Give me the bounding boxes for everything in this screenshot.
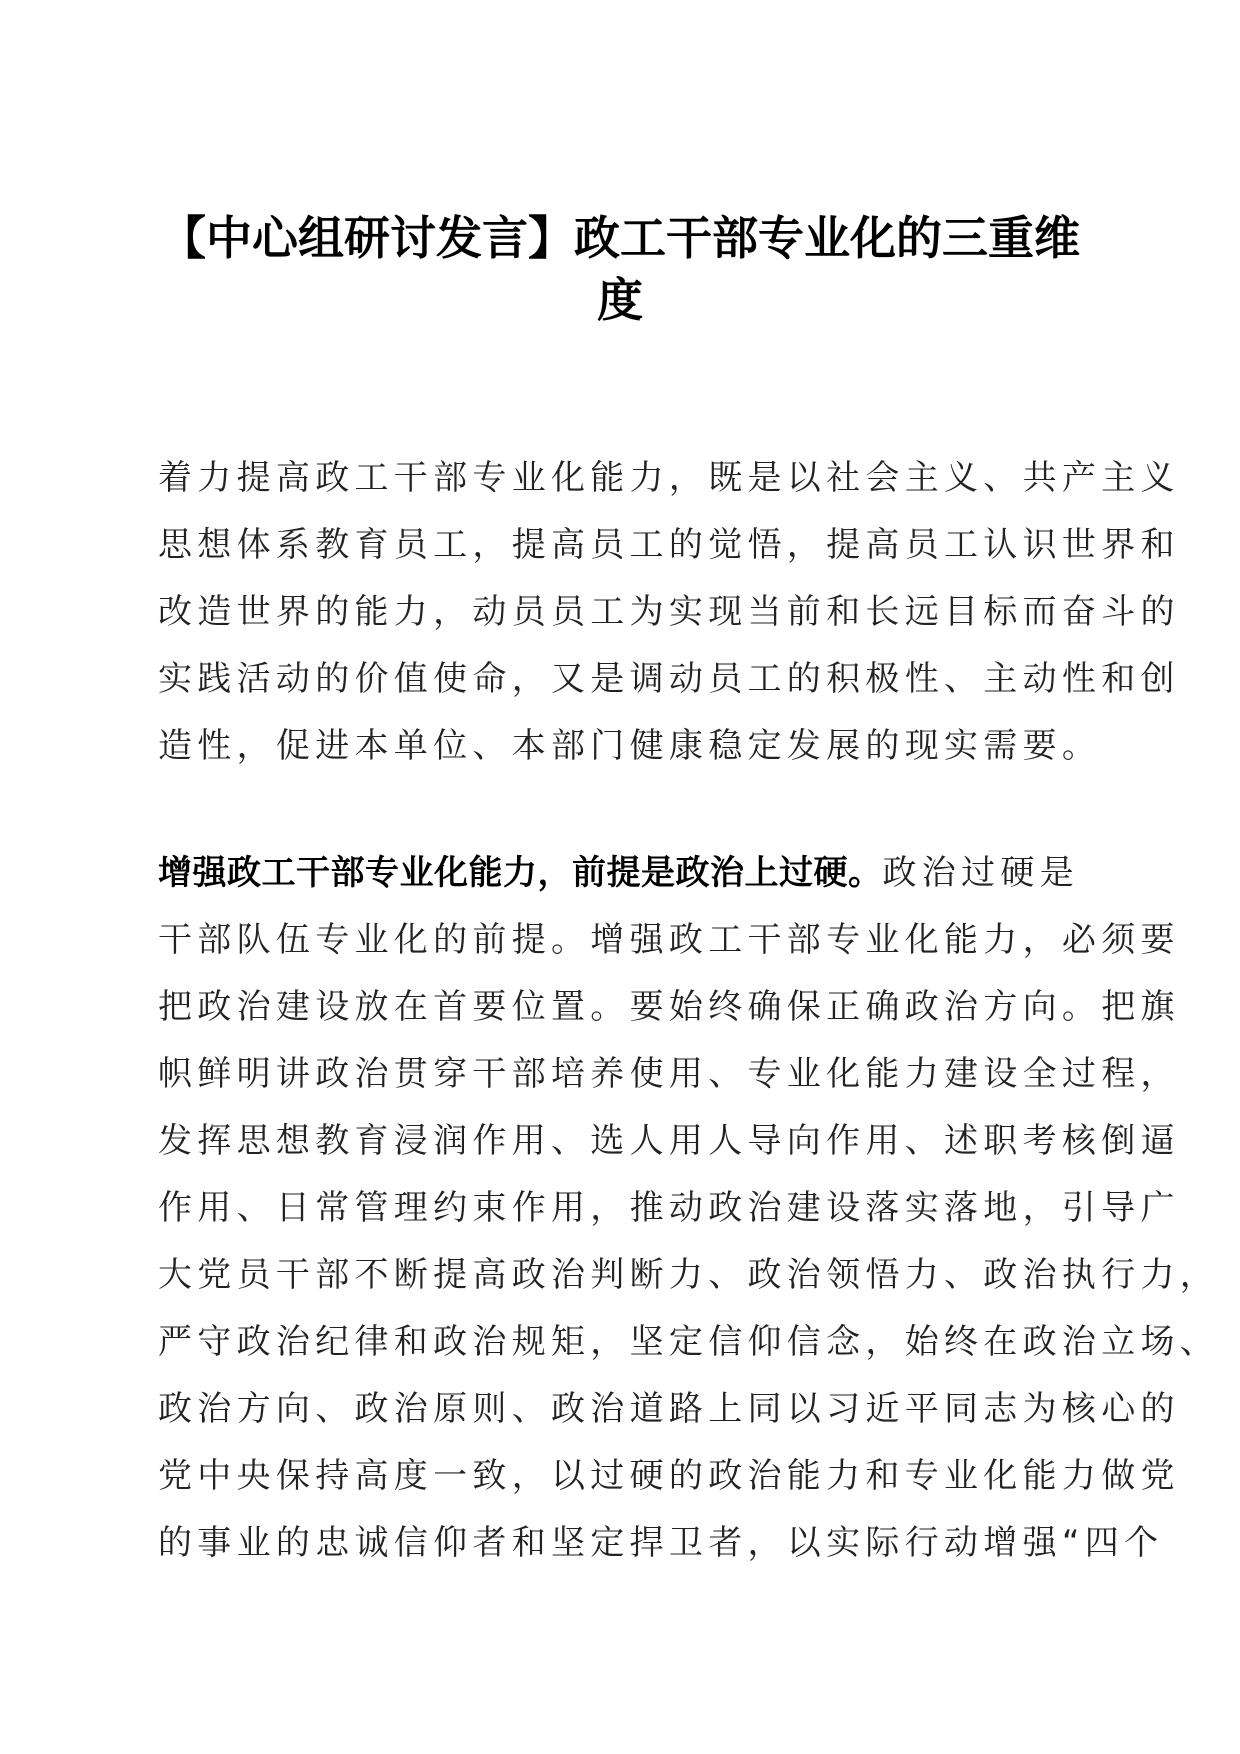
text-line: 改造世界的能力，动员员工为实现当前和长远目标而奋斗的 <box>158 592 1180 632</box>
paragraph-lead-sentence: 增强政工干部专业化能力，前提是政治上过硬。 <box>158 853 883 893</box>
text-line: 把政治建设放在首要位置。要始终确保正确政治方向。把旗 <box>158 987 1180 1027</box>
text-line: 发挥思想教育浸润作用、选人用人导向作用、述职考核倒逼 <box>158 1121 1180 1161</box>
text-line: 党中央保持高度一致，以过硬的政治能力和专业化能力做党 <box>158 1456 1180 1496</box>
text-line: 造性，促进本单位、本部门健康稳定发展的现实需要。 <box>158 726 1102 766</box>
text-line: 政治方向、政治原则、政治道路上同以习近平同志为核心的 <box>158 1389 1180 1429</box>
text-line: 严守政治纪律和政治规矩，坚定信仰信念，始终在政治立场、 <box>158 1322 1220 1362</box>
text-line: 作用、日常管理约束作用，推动政治建设落实落地，引导广 <box>158 1188 1180 1228</box>
text-line: 干部队伍专业化的前提。增强政工干部专业化能力，必须要 <box>158 920 1180 960</box>
lead-line-rest: 政治过硬是 <box>882 853 1079 893</box>
title-line: 【中心组研讨发言】政工干部专业化的三重维 <box>160 211 1080 265</box>
text-line: 思想体系教育员工，提高员工的觉悟，提高员工认识世界和 <box>158 525 1180 565</box>
paragraph-intro <box>158 445 1180 780</box>
paragraph-political <box>158 840 1220 1577</box>
text-line: 着力提高政工干部专业化能力，既是以社会主义、共产主义 <box>158 458 1180 498</box>
text-line: 的事业的忠诚信仰者和坚定捍卫者，以实际行动增强“四个 <box>158 1523 1164 1563</box>
text-line: 大党员干部不断提高政治判断力、政治领悟力、政治执行力， <box>158 1255 1220 1295</box>
text-line <box>158 840 1083 907</box>
text-line: 帜鲜明讲政治贯穿干部培养使用、专业化能力建设全过程， <box>158 1054 1180 1094</box>
page-title <box>150 207 1090 331</box>
title-line: 度 <box>597 273 643 327</box>
text-line: 实践活动的价值使命，又是调动员工的积极性、主动性和创 <box>158 659 1180 699</box>
